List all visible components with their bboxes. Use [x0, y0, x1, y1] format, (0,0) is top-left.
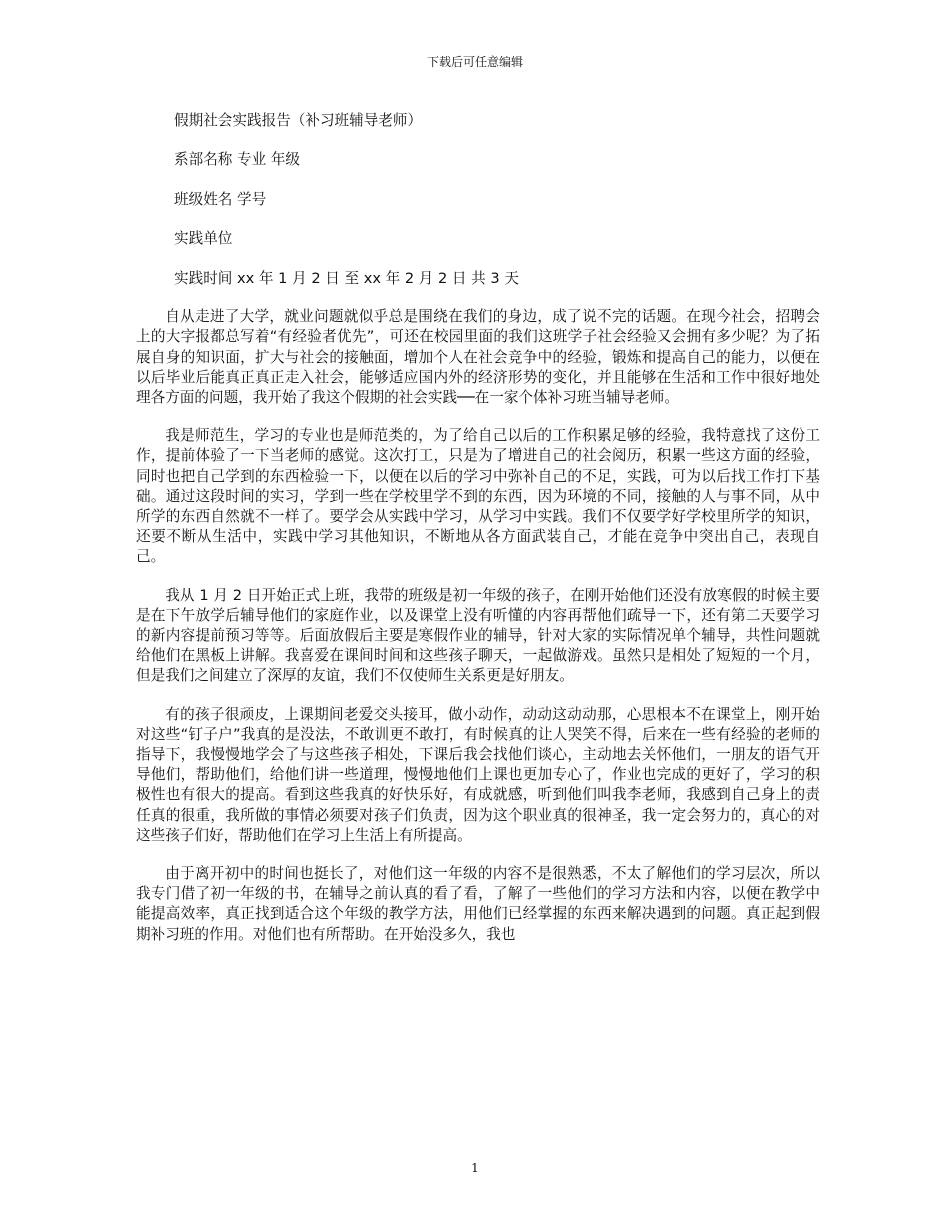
- page-header: [0, 54, 950, 70]
- page-footer: [0, 1160, 950, 1176]
- paragraph: 自从走进了大学，就业问题就似乎总是围绕在我们的身边，成了说不完的话题。在现今社会，招聘会上的大字报都总写着“有经验者优先”，可还在校园里面的我们这班学子社会经验又会拥有多少呢？为了拓展自身的知识面，扩大与社会的接触面，增加个人在社会竞争中的经验，锻炼和提高自己的能力，以便在以后毕业后能真正真正走入社会，能够适应国内外的经济形势的变化，并且能够在生活和工作中很好地处理各方面的问题，我开始了我这个假期的社会实践──在一家个体补习班当辅导老师。: [136, 308, 820, 406]
- paragraph: 由于离开初中的时间也挺长了，对他们这一年级的内容不是很熟悉，不太了解他们的学习层次，所以我专门借了初一年级的书，在辅导之前认真的看了看，了解了一些他们的学习方法和内容，以便在教学中能提高效率，真正找到适合这个年级的教学方法，用他们已经掌握的东西来解决遇到的问题。真正起到假期补习班的作用。对他们也有所帮助。在开始没多久，我也: [136, 865, 820, 943]
- paragraph: 我从 1 月 2 日开始正式上班，我带的班级是初一年级的孩子，在刚开始他们还没有放寒假的时候主要是在下午放学后辅导他们的家庭作业，以及课堂上没有听懂的内容再帮他们疏导一下，还有第二天要学习的新内容提前预习等等。后面放假后主要是寒假作业的辅导，针对大家的实际情况单个辅导，共性问题就给他们在黑板上讲解。我喜爱在课间时间和这些孩子聊天，一起做游戏。虽然只是相处了短短的一个月，但是我们之间建立了深厚的友谊，我们不仅使师生关系更是好朋友。: [136, 586, 820, 685]
- report-title: 假期社会实践报告（补习班辅导老师）: [174, 112, 423, 129]
- paragraph: 我是师范生，学习的专业也是师范类的，为了给自己以后的工作积累足够的经验，我特意找了这份工作，提前体验了一下当老师的感觉。这次打工，只是为了增进自己的社会阅历，积累一些这方面的经验，同时也把自己学到的东西检验一下，以便在以后的学习中弥补自己的不足，实践，可为以后找工作打下基础。通过这段时间的实习，学到一些在学校里学不到的东西，因为环境的不同，接触的人与事不同，从中所学的东西自然就不一样了。要学会从实践中学习，从学习中实践。我们不仅要学好学校里所学的知识，还要不断从生活中，实践中学习其他知识，不断地从各方面武装自己，才能在竞争中突出自己，表现自己。: [136, 427, 820, 566]
- paragraph: 有的孩子很顽皮，上课期间老爱交头接耳，做小动作，动动这动动那，心思根本不在课堂上，刚开始对这些“钉子户”我真的是没法，不敢训更不敢打，有时候真的让人哭笑不得，后来在一些有经验的老师的指导下，我慢慢地学会了与这些孩子相处，下课后我会找他们谈心，主动地去关怀他们，一朋友的语气开导他们，帮助他们，给他们讲一些道理，慢慢地他们上课也更加专心了，作业也完成的更好了，学习的积极性也有很大的提高。看到这些我真的好快乐好，有成就感，听到他们叫我李老师，我感到自己身上的责任真的很重，我所做的事情必须要对孩子们负责，因为这个职业真的很神圣，我一定会努力的，真心的对这些孩子们好，帮助他们在学习上生活上有所提高。: [136, 705, 820, 844]
- time-line: 实践时间 xx 年 1 月 2 日 至 xx 年 2 月 2 日 共 3 天: [174, 269, 519, 287]
- unit-line: 实践单位: [174, 230, 233, 248]
- class-line: 班级姓名 学号: [174, 190, 267, 208]
- document-body: [136, 111, 820, 963]
- page-number: 1: [471, 1161, 479, 1175]
- header-text: 下载后可任意编辑: [426, 55, 523, 69]
- department-line: 系部名称 专业 年级: [174, 151, 301, 169]
